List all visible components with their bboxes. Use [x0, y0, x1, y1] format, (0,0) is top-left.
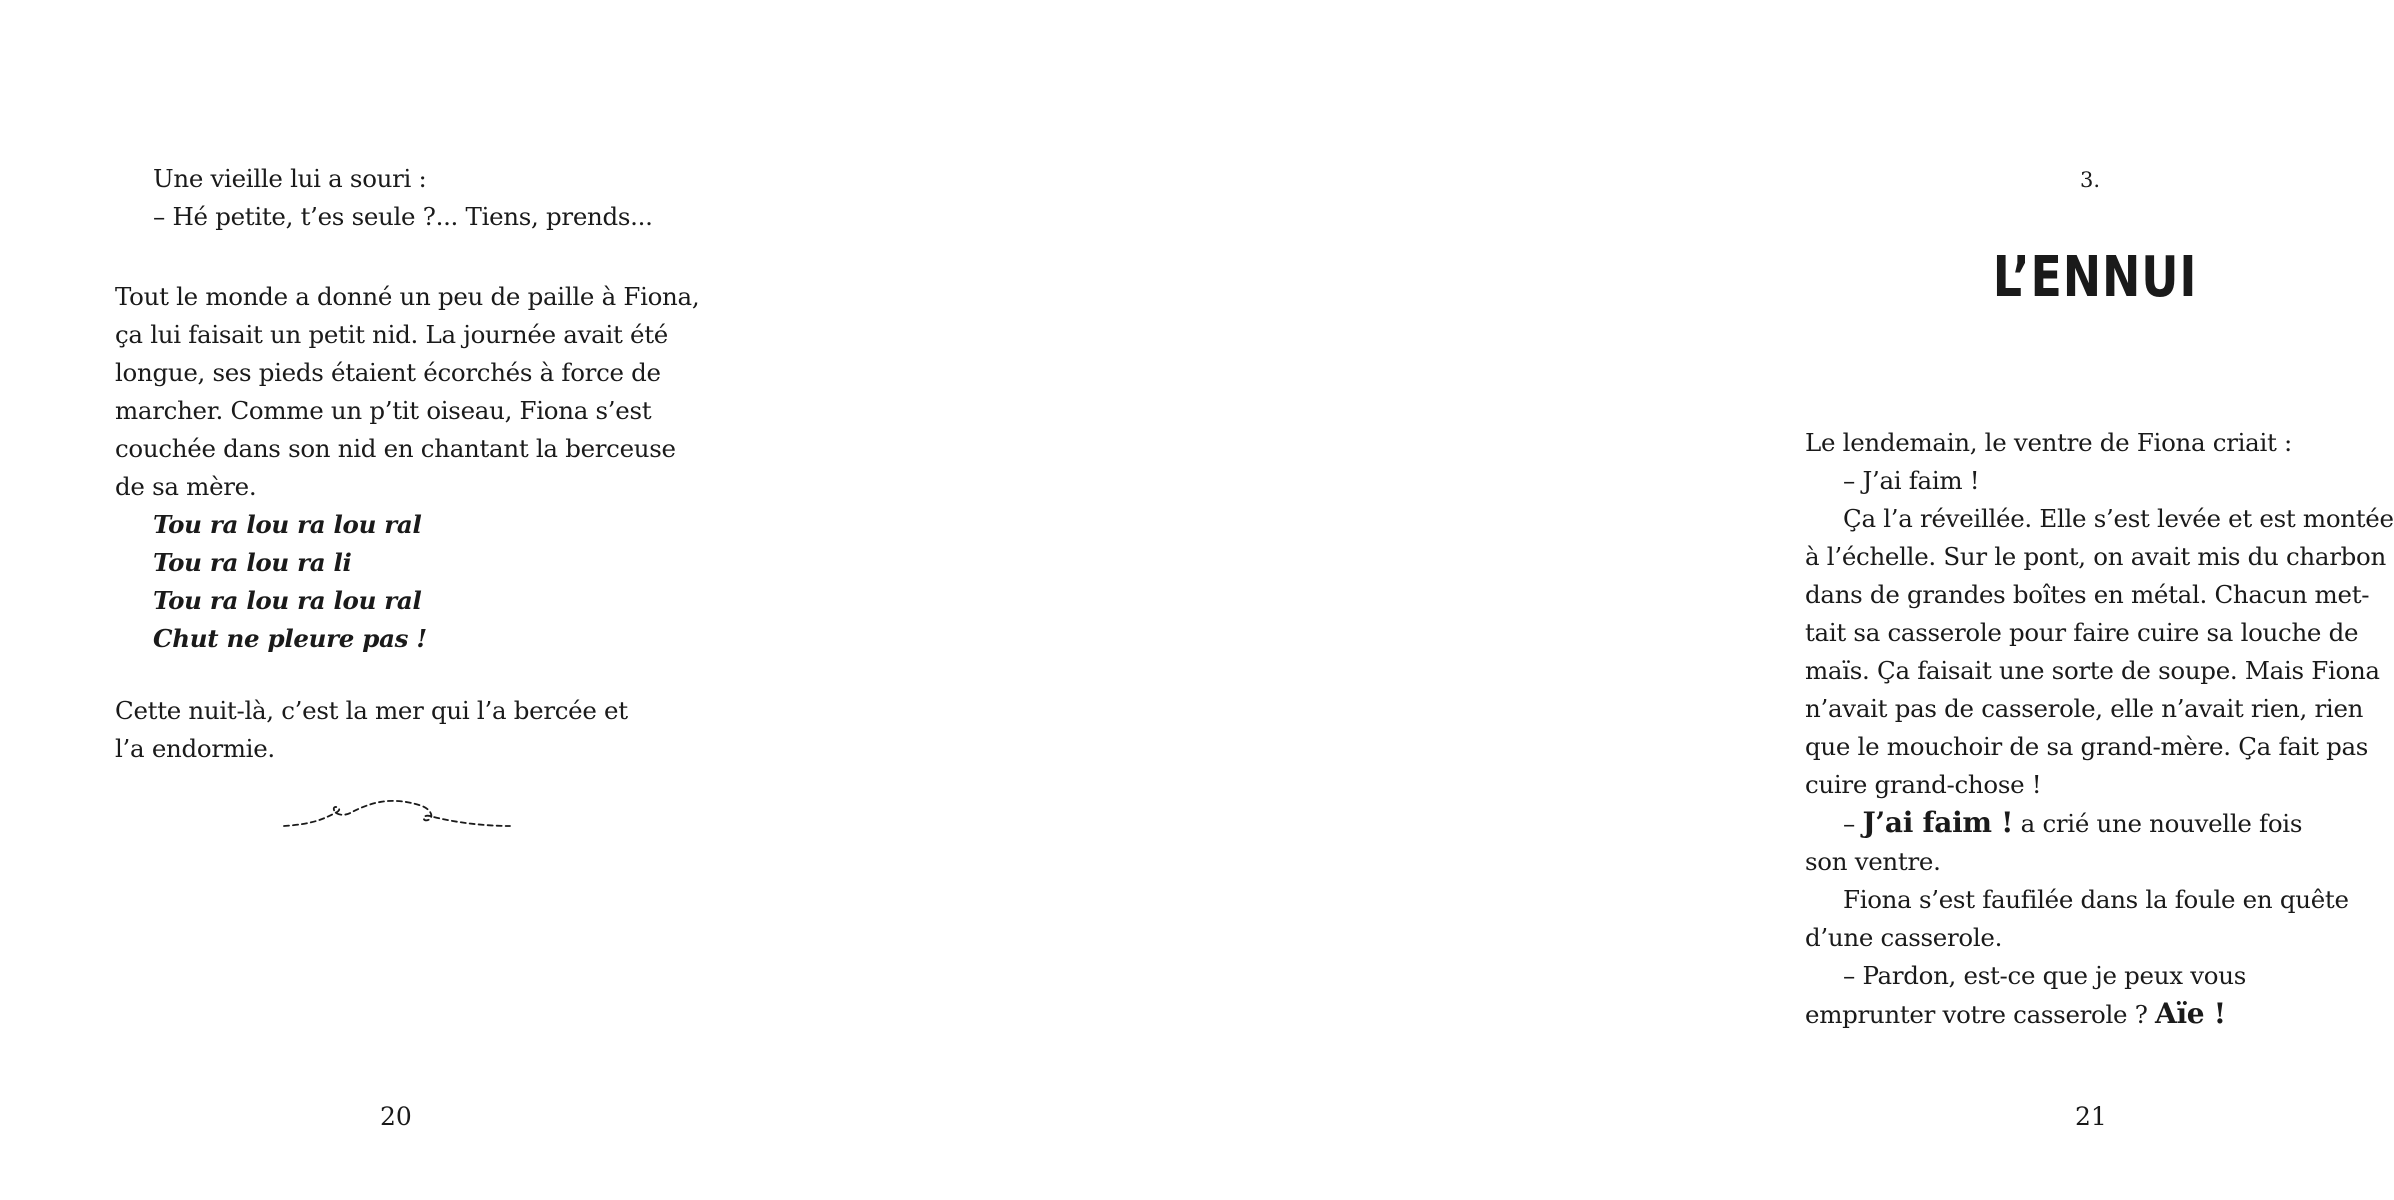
text-line: tait sa casserole pour faire cuire sa louche de	[1805, 618, 2359, 647]
lullaby-line: Chut ne pleure pas !	[153, 624, 427, 653]
text-line: Tout le monde a donné un peu de paille à Fiona,	[115, 282, 700, 311]
dash: –	[1843, 809, 1863, 838]
text-line: – Pardon, est-ce que je peux vous	[1843, 961, 2246, 990]
text-line: maïs. Ça faisait une sorte de soupe. Mais Fiona	[1805, 656, 2380, 685]
bold-exclamation: J’ai faim !	[1862, 806, 2014, 839]
text-line: que le mouchoir de sa grand-mère. Ça fait pas	[1805, 732, 2369, 761]
text-line: l’a endormie.	[115, 734, 275, 763]
text-line: son ventre.	[1805, 847, 1941, 876]
text-line: de sa mère.	[115, 472, 257, 501]
paragraph	[115, 692, 685, 768]
text-line: Fiona s’est faufilée dans la foule en quête	[1843, 885, 2349, 914]
dialogue-block	[115, 160, 685, 236]
paragraph	[115, 278, 700, 658]
text-line: marcher. Comme un p’tit oiseau, Fiona s’est	[115, 396, 652, 425]
chapter-title: L’ENNUI	[1992, 245, 2198, 310]
text-line: ça lui faisait un petit nid. La journée avait été	[115, 320, 668, 349]
lullaby-line: Tou ra lou ra lou ral	[153, 510, 422, 539]
text-line: – Hé petite, t’es seule ?... Tiens, prends...	[153, 202, 653, 231]
text-line: longue, ses pieds étaient écorchés à force de	[115, 358, 661, 387]
bold-exclamation: Aïe !	[2155, 997, 2226, 1030]
text-line: – J’ai faim !	[1843, 466, 1980, 495]
text-line: d’une casserole.	[1805, 923, 2003, 952]
page-number: 21	[2075, 1102, 2107, 1131]
text-line: Ça l’a réveillée. Elle s’est levée et est montée	[1843, 504, 2394, 533]
right-page	[825, 0, 2394, 1200]
text-line: à l’échelle. Sur le pont, on avait mis du charbon	[1805, 542, 2386, 571]
text-line	[1805, 995, 2375, 1034]
text-fragment: emprunter votre casserole ?	[1805, 1000, 2156, 1029]
text-line	[1805, 804, 2375, 843]
text-line: dans de grandes boîtes en métal. Chacun met-	[1805, 580, 2370, 609]
text-line: n’avait pas de casserole, elle n’avait rien, rien	[1805, 694, 2364, 723]
text-line: couchée dans son nid en chantant la berceuse	[115, 434, 676, 463]
text-line: Cette nuit-là, c’est la mer qui l’a bercée et	[115, 696, 628, 725]
text-line: cuire grand-chose !	[1805, 770, 2042, 799]
lullaby-line: Tou ra lou ra li	[153, 548, 352, 577]
text-line: Le lendemain, le ventre de Fiona criait :	[1805, 428, 2292, 457]
text-fragment: a crié une nouvelle fois	[2013, 809, 2303, 838]
chapter-text	[1805, 424, 2394, 1034]
dashed-path-ornament	[282, 796, 512, 832]
chapter-number: 3.	[2080, 168, 2101, 192]
lullaby-line: Tou ra lou ra lou ral	[153, 586, 422, 615]
text-line: Une vieille lui a souri :	[153, 164, 427, 193]
left-page	[0, 0, 825, 1200]
page-number: 20	[380, 1102, 412, 1131]
